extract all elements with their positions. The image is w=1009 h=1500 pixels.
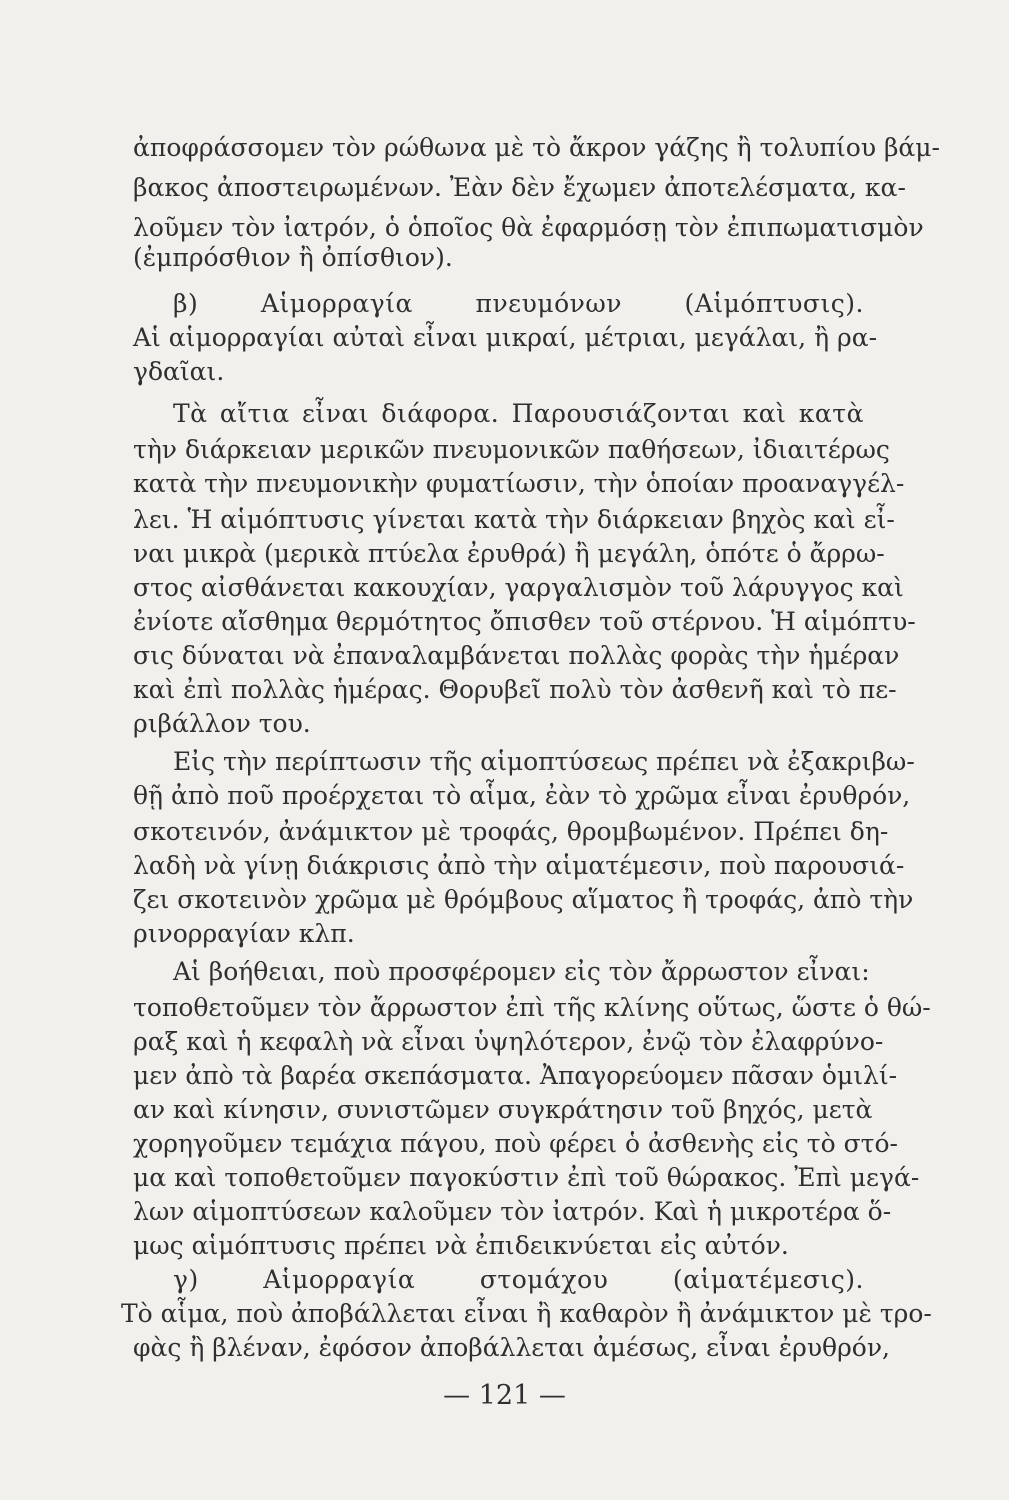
text-line: λοῦμεν τὸν ἰατρόν, ὁ ὁποῖος θὰ ἐφαρμόσῃ τὸν ἐπιπωματισμὸν [133, 213, 924, 242]
text-line: στος αἰσθάνεται κακουχίαν, γαργαλισμὸν τοῦ λάρυγγος καὶ [133, 573, 904, 602]
text-line: θῇ ἀπὸ ποῦ προέρχεται τὸ αἷμα, ἐὰν τὸ χρῶμα εἶναι ἐρυθρόν, [133, 781, 911, 810]
text-line: χορηγοῦμεν τεμάχια πάγου, ποὺ φέρει ὁ ἀσθενὴς εἰς τὸ στό- [133, 1129, 898, 1158]
text-line: μεν ἀπὸ τὰ βαρέα σκεπάσματα. Ἀπαγορεύομεν πᾶσαν ὁμιλί- [133, 1061, 898, 1090]
section-heading-c: γ) Αἱμορραγία στομάχου (αἱματέμεσις). [173, 1265, 864, 1294]
text-line: σκοτεινόν, ἀνάμικτον μὲ τροφάς, θρομβωμένον. Πρέπει δη- [133, 817, 889, 846]
text-line: μα καὶ τοποθετοῦμεν παγοκύστιν ἐπὶ τοῦ θώρακος. Ἐπὶ μεγά- [133, 1163, 920, 1192]
section-heading-b: β) Αἱμορραγία πνευμόνων (Αἱμόπτυσις). [173, 289, 864, 318]
text-line: τὴν διάρκειαν μερικῶν πνευμονικῶν παθήσεων, ἰδιαιτέρως [133, 435, 890, 464]
text-line: Αἱ βοήθειαι, ποὺ προσφέρομεν εἰς τὸν ἄρρωστον εἶναι: [173, 957, 870, 986]
text-line: μως αἱμόπτυσις πρέπει νὰ ἐπιδεικνύεται εἰς αὐτόν. [133, 1231, 789, 1260]
text-line: σις δύναται νὰ ἐπαναλαμβάνεται πολλὰς φορὰς τὴν ἡμέραν [133, 641, 900, 670]
text-line: λει. Ἡ αἱμόπτυσις γίνεται κατὰ τὴν διάρκειαν βηχὸς καὶ εἶ- [133, 505, 895, 534]
text-line: αν καὶ κίνησιν, συνιστῶμεν συγκράτησιν τοῦ βηχός, μετὰ [133, 1095, 873, 1124]
text-line: ἐνίοτε αἴσθημα θερμότητος ὄπισθεν τοῦ στέρνου. Ἡ αἱμόπτυ- [133, 607, 916, 636]
text-line: λαδὴ νὰ γίνῃ διάκρισις ἀπὸ τὴν αἱματέμεσιν, ποὺ παρουσιά- [133, 851, 905, 880]
text-line: βακος ἀποστειρωμένων. Ἐὰν δὲν ἔχωμεν ἀποτελέσματα, κα- [133, 173, 906, 202]
text-line: κατὰ τὴν πνευμονικὴν φυματίωσιν, τὴν ὁποίαν προαναγγέλ- [133, 469, 905, 498]
text-line: ζει σκοτεινὸν χρῶμα μὲ θρόμβους αἵματος ἢ τροφάς, ἀπὸ τὴν [133, 885, 914, 914]
text-line: ριβάλλον του. [133, 709, 311, 738]
text-line: Τὰ αἴτια εἶναι διάφορα. Παρουσιάζονται καὶ κατὰ [173, 399, 864, 428]
text-line: γδαῖαι. [133, 357, 225, 386]
text-line: φὰς ἢ βλέναν, ἐφόσον ἀποβάλλεται ἀμέσως, εἶναι ἐρυθρόν, [133, 1333, 890, 1362]
text-line: ρινορραγίαν κλπ. [133, 919, 355, 948]
text-line: ἀποφράσσομεν τὸν ρώθωνα μὲ τὸ ἄκρον γάζης ἢ τολυπίου βάμ- [133, 133, 940, 162]
text-line: (ἐμπρόσθιον ἢ ὀπίσθιον). [133, 243, 453, 272]
page-number: — 121 — [443, 1380, 566, 1411]
text-line: καὶ ἐπὶ πολλὰς ἡμέρας. Θορυβεῖ πολὺ τὸν ἀσθενῆ καὶ τὸ πε- [133, 675, 897, 704]
text-line: ναι μικρὰ (μερικὰ πτύελα ἐρυθρά) ἢ μεγάλη, ὁπότε ὁ ἄρρω- [133, 539, 885, 568]
text-line: ραξ καὶ ἡ κεφαλὴ νὰ εἶναι ὑψηλότερον, ἐνῷ τὸν ἐλαφρύνο- [133, 1027, 884, 1056]
text-line: Εἰς τὴν περίπτωσιν τῆς αἱμοπτύσεως πρέπει νὰ ἐξακριβω- [173, 747, 915, 776]
text-line: Αἱ αἱμορραγίαι αὐταὶ εἶναι μικραί, μέτριαι, μεγάλαι, ἢ ρα- [133, 323, 878, 352]
text-line: Τὸ αἷμα, ποὺ ἀποβάλλεται εἶναι ἢ καθαρὸν ἢ ἀνάμικτον μὲ τρο- [121, 1299, 932, 1328]
text-line: τοποθετοῦμεν τὸν ἄρρωστον ἐπὶ τῆς κλίνης οὕτως, ὥστε ὁ θώ- [133, 993, 931, 1022]
text-line: λων αἱμοπτύσεων καλοῦμεν τὸν ἰατρόν. Καὶ ἡ μικροτέρα ὅ- [133, 1197, 892, 1226]
